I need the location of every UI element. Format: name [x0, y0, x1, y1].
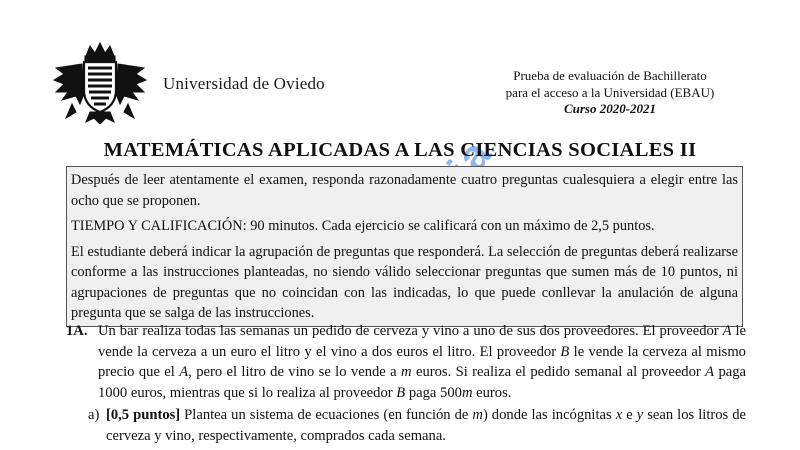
instructions-box — [66, 166, 743, 327]
subquestion-a — [88, 405, 746, 446]
problem-number: 1A. — [66, 323, 88, 339]
exam-header — [0, 0, 800, 130]
exam-title: MATEMÁTICAS APLICADAS A LAS CIENCIAS SOCIALES II — [103, 139, 697, 161]
problem-1a — [66, 321, 746, 403]
subquestion-points: [0,5 puntos] — [106, 407, 181, 423]
instructions-paragraph: Después de leer atentamente el examen, responda razonadamente cuatro preguntas cualesquiera a elegir entre las ocho que se proponen. — [71, 172, 738, 209]
university-crest-icon — [50, 38, 150, 124]
university-name: Universidad de Oviedo — [163, 74, 325, 93]
subquestion-label: a) — [88, 407, 100, 423]
problem-statement: Un bar realiza todas las semanas un pedido de cerveza y vino a uno de sus dos proveedores. El proveedor A le vende la cerveza a un euro el litro y el vino a dos euros el litro. El proveedor B le vende la cerveza al mismo precio que el A, pero el litro de vino se lo vende a m euros. Si realiza el pedido semanal al proveedor A paga 1000 euros, mientras que si lo realiza al proveedor B paga 500m euros. — [98, 323, 747, 401]
exam-info-line1: Prueba de evaluación de Bachillerato — [513, 68, 707, 83]
exam-info-line2: para el acceso a la Universidad (EBAU) — [505, 84, 715, 100]
instructions-time-grading: TIEMPO Y CALIFICACIÓN: 90 minutos. Cada ejercicio se calificará con un máximo de 2,5 puntos. — [71, 218, 655, 234]
subquestion-text: [0,5 puntos] Plantea un sistema de ecuaciones (en función de m) donde las incógnitas x e y sean los litros de cerveza y vino, respectivamente, comprados cada semana. — [106, 407, 746, 444]
exam-info — [470, 68, 750, 118]
instructions-selection-rules: El estudiante deberá indicar la agrupación de preguntas que responderá. La selección de preguntas deberá realizarse conforme a las instrucciones planteadas, no siendo válido seleccionar preguntas que sumen más de 10 puntos, ni agrupaciones de preguntas que no coincidan con las indicadas, lo que puede conllevar la anulación de alguna pregunta que se salga de las instrucciones. — [71, 243, 738, 321]
course-year: Curso 2020-2021 — [563, 101, 657, 116]
